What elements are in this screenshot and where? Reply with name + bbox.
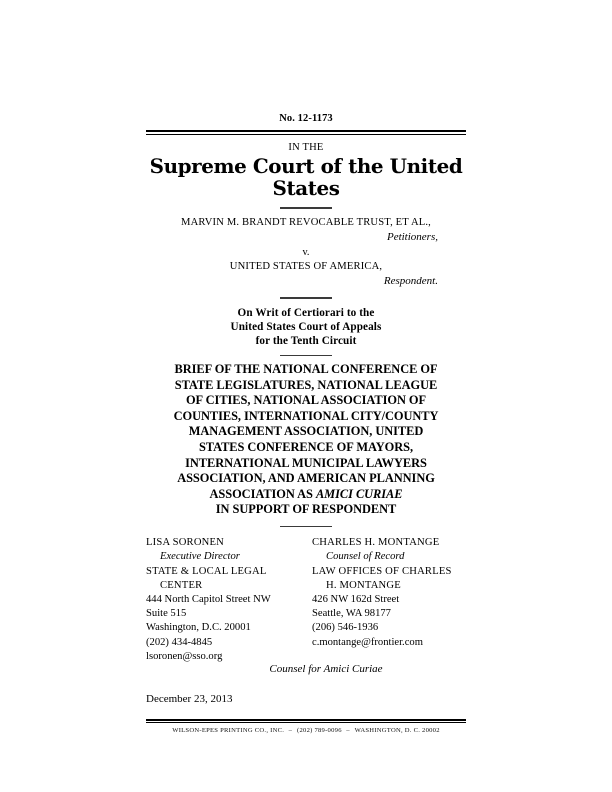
- respondent-role: Respondent.: [383, 275, 438, 288]
- printer-separator-2: –: [341, 727, 355, 735]
- filing-date: December 23, 2013: [146, 693, 233, 706]
- brief-title-line-9: [146, 487, 466, 503]
- case-number: No. 12-1173: [279, 113, 333, 124]
- writ-block: [146, 306, 466, 348]
- petitioner-role: Petitioners,: [386, 230, 438, 243]
- header-double-rule: [146, 130, 466, 135]
- brief-title-line-6: STATES CONFERENCE OF MAYORS,: [198, 439, 414, 454]
- counsel-right-name: CHARLES H. MONTANGE: [312, 537, 440, 549]
- counsel-left-column: [146, 536, 306, 664]
- court-name: Supreme Court of the United States: [149, 154, 463, 200]
- brief-cover-content: [146, 113, 466, 734]
- writ-line-3: for the Tenth Circuit: [255, 334, 357, 347]
- counsel-for-label: Counsel for Amici Curiae: [269, 663, 383, 676]
- brief-title-line-4: COUNTIES, INTERNATIONAL CITY/COUNTY: [173, 408, 439, 423]
- amici-curiae-italic: AMICI CURIAE: [315, 486, 403, 501]
- counsel-right-phone: (206) 546-1936: [312, 622, 379, 634]
- counsel-right-firm-line-2: H. MONTANGE: [326, 579, 401, 591]
- brief-title-line-9-text: ASSOCIATION AS: [209, 486, 316, 501]
- counsel-left-firm-line-1: STATE & LOCAL LEGAL: [146, 565, 267, 577]
- parties-block: [146, 216, 466, 290]
- divider-rule-title: [280, 355, 332, 356]
- divider-rule-parties: [280, 207, 332, 208]
- counsel-left-name: LISA SORONEN: [146, 537, 225, 549]
- counsel-left-email[interactable]: lsoronen@sso.org: [146, 650, 223, 662]
- printer-location: WASHINGTON, D. C. 20002: [354, 727, 440, 735]
- printer-company: WILSON-EPES PRINTING CO., INC.: [172, 727, 285, 735]
- brief-title-block: [146, 362, 466, 518]
- counsel-block: [146, 536, 466, 662]
- counsel-right-column: [312, 536, 468, 650]
- printer-imprint: [146, 723, 466, 734]
- counsel-left-phone: (202) 434-4845: [146, 636, 213, 648]
- brief-title-line-5: MANAGEMENT ASSOCIATION, UNITED: [188, 424, 424, 439]
- in-the-label: IN THE: [288, 141, 324, 153]
- writ-line-1: On Writ of Certiorari to the: [237, 306, 375, 319]
- counsel-left-role: Executive Director: [160, 551, 240, 563]
- brief-title-line-2: STATE LEGISLATURES, NATIONAL LEAGUE: [174, 377, 438, 392]
- brief-title-line-8: ASSOCIATION, AND AMERICAN PLANNING: [177, 471, 435, 486]
- versus-label: v.: [302, 246, 310, 258]
- brief-title-line-3: OF CITIES, NATIONAL ASSOCIATION OF: [185, 393, 427, 408]
- counsel-left-address-line-2: Suite 515: [146, 608, 187, 620]
- counsel-right-role: Counsel of Record: [326, 551, 405, 563]
- counsel-left-address-line-1: 444 North Capitol Street NW: [146, 594, 271, 605]
- brief-title-line-10: IN SUPPORT OF RESPONDENT: [215, 502, 397, 517]
- printer-separator-1: –: [284, 727, 298, 735]
- printer-phone: (202) 789-0096: [297, 727, 342, 735]
- respondent-name: UNITED STATES OF AMERICA,: [229, 261, 383, 273]
- counsel-left-address-line-3: Washington, D.C. 20001: [146, 622, 251, 634]
- petitioner-name: MARVIN M. BRANDT REVOCABLE TRUST, ET AL.,: [181, 216, 431, 228]
- counsel-right-address-line-1: 426 NW 162d Street: [312, 594, 400, 605]
- counsel-right-email[interactable]: c.montange@frontier.com: [312, 636, 423, 648]
- writ-line-2: United States Court of Appeals: [230, 320, 382, 333]
- counsel-right-firm-line-1: LAW OFFICES OF CHARLES: [312, 565, 452, 577]
- counsel-right-address-line-2: Seattle, WA 98177: [312, 608, 391, 620]
- rule-thin: [146, 134, 466, 135]
- brief-title-line-1: BRIEF OF THE NATIONAL CONFERENCE OF: [174, 362, 438, 377]
- brief-title-line-7: INTERNATIONAL MUNICIPAL LAWYERS: [185, 455, 427, 470]
- divider-rule-writ: [280, 297, 332, 298]
- counsel-left-firm-line-2: CENTER: [160, 579, 203, 591]
- divider-rule-counsel: [280, 526, 332, 527]
